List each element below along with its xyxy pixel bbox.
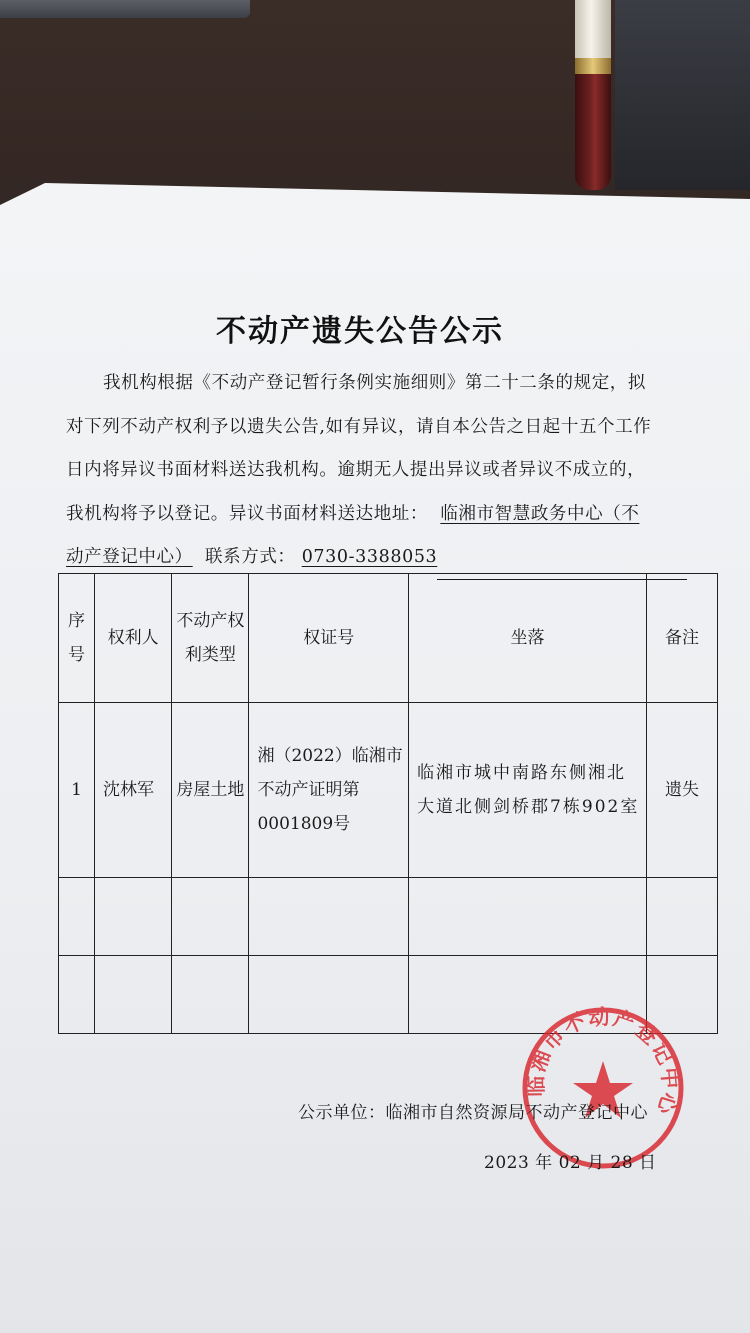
table-row xyxy=(59,703,718,878)
cell-no: 1 xyxy=(59,703,95,878)
laptop-edge xyxy=(0,0,250,18)
notice-title: 不动产遗失公告公示 xyxy=(216,314,504,349)
contact-label: 联系方式： xyxy=(205,547,296,567)
cell-owner: 沈林军 xyxy=(95,703,172,878)
seal-text: 临湘市不动产登记中心 xyxy=(523,1004,683,1119)
cell-location: 临湘市城中南路东侧湘北大道北侧剑桥郡7栋902室 xyxy=(409,703,647,878)
property-table xyxy=(58,573,718,1034)
contact-phone: 0730-3388053 xyxy=(301,547,438,567)
paragraph-line-3: 日内将异议书面材料送达我机构。逾期无人提出异议或者异议不成立的， xyxy=(66,460,646,480)
paragraph-line-1: 我机构根据《不动产登记暂行条例实施细则》第二十二条的规定，拟 xyxy=(103,373,646,393)
header-owner: 权利人 xyxy=(95,574,172,703)
address-part2: 动产登记中心） xyxy=(66,547,193,567)
cell-type: 房屋土地 xyxy=(172,703,249,878)
header-no: 序号 xyxy=(59,574,95,703)
address-label: 我机构将予以登记。异议书面材料送达地址： xyxy=(66,503,428,524)
address-part1: 临湘市智慧政务中心（不 xyxy=(440,503,640,524)
header-remark: 备注 xyxy=(646,574,717,703)
cell-remark: 遗失 xyxy=(646,703,717,878)
notice-paragraph xyxy=(66,362,716,580)
paragraph-line-4 xyxy=(66,493,716,537)
header-location: 坐落 xyxy=(409,574,647,703)
pen-cap xyxy=(575,0,611,58)
header-type: 不动产权利类型 xyxy=(172,574,249,703)
dark-object xyxy=(615,0,750,190)
table-row-empty xyxy=(59,878,718,956)
footer-date: 2023 年 02 月 28 日 xyxy=(484,1153,657,1173)
table-header-row xyxy=(59,574,718,703)
pen-ring xyxy=(575,58,611,74)
header-cert: 权证号 xyxy=(249,574,409,703)
paragraph-line-2: 对下列不动产权利予以遗失公告,如有异议，请自本公告之日起十五个工作 xyxy=(66,416,652,437)
footer-unit: 公示单位：临湘市自然资源局不动产登记中心 xyxy=(298,1103,648,1123)
cell-cert: 湘（2022）临湘市不动产证明第0001809号 xyxy=(249,703,409,878)
